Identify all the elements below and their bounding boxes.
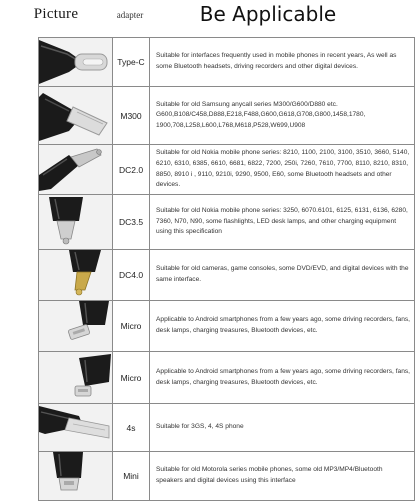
table-row	[39, 145, 415, 195]
applicable-description: Applicable to Android smartphones from a few years ago, some driving recorders, fans, desk lamps, charging treasures, Bluetooth devices, etc.	[150, 352, 415, 404]
table-row	[39, 38, 415, 87]
adapter-name: Micro	[113, 352, 150, 404]
applicable-description: Suitable for 3GS, 4, 4S phone	[150, 404, 415, 452]
dc-2-0-pin-connector-icon	[39, 145, 112, 194]
samsung-30pin-connector-icon	[39, 87, 112, 144]
micro-usb-connector-icon	[39, 301, 112, 351]
applicable-description: Applicable to Android smartphones from a few years ago, some driving recorders, fans, desk lamps, charging treasures, Bluetooth devices, etc.	[150, 301, 415, 352]
connector-picture-cell	[39, 352, 113, 404]
adapter-name: DC3.5	[113, 195, 150, 250]
applicable-description: Suitable for old Nokia mobile phone series: 3250, 6070.6101, 6125, 6131, 6136, 6280, 7360, N70, N90, some flashlights, LED desk lamps, and other charging equipment using this specification	[150, 195, 415, 250]
connector-picture-cell	[39, 452, 113, 501]
table-row	[39, 352, 415, 404]
connector-picture-cell	[39, 145, 113, 195]
adapter-name: DC2.0	[113, 145, 150, 195]
table-row	[39, 452, 415, 501]
apple-30pin-connector-icon	[39, 404, 112, 451]
applicable-description: Suitable for old Nokia mobile phone series: 8210, 1100, 2100, 3100, 3510, 3660, 5140, 6210, 6310, 6385, 6610, 6681, 6822, 7200, 250i, 7260, 7610, 7700, 8110, 8210, 8310, 8850, 8910 i , 9110, 9210i, 9290, 9500, E60, some Bluetooth headsets and other devices.	[150, 145, 415, 195]
table-row	[39, 87, 415, 145]
table-row	[39, 404, 415, 452]
table-header	[0, 0, 417, 36]
adapter-name: M300	[113, 87, 150, 145]
table-row	[39, 250, 415, 301]
dc-4-0-pin-connector-icon	[39, 250, 112, 300]
adapter-table	[38, 37, 415, 501]
adapter-name: Type-C	[113, 38, 150, 87]
table-row	[39, 301, 415, 352]
adapter-name: Micro	[113, 301, 150, 352]
applicable-description: Suitable for old Motorola series mobile phones, some old MP3/MP4/Bluetooth speakers and digital devices using this interface	[150, 452, 415, 501]
connector-picture-cell	[39, 404, 113, 452]
table-row	[39, 195, 415, 250]
adapter-name: DC4.0	[113, 250, 150, 301]
applicable-description: Suitable for old Samsung anycall series M300/G600/D880 etc. G600,B108/C458,D888,E218,F488,G600,G618,G708,G800,1458,1780, 1900,708,L258,L600,L768,M618,P528,W699,U908	[150, 87, 415, 145]
mini-usb-connector-icon	[39, 452, 112, 500]
connector-picture-cell	[39, 38, 113, 87]
applicable-description: Suitable for old cameras, game consoles, some DVD/EVD, and digital devices with the same interface.	[150, 250, 415, 301]
connector-picture-cell	[39, 195, 113, 250]
adapter-column-header: adapter	[116, 10, 144, 20]
adapter-name: 4s	[113, 404, 150, 452]
connector-picture-cell	[39, 301, 113, 352]
micro-usb-connector-icon	[39, 352, 112, 403]
dc-3-5-pin-connector-icon	[39, 195, 112, 249]
picture-column-header: Picture	[33, 6, 79, 22]
adapter-name: Mini	[113, 452, 150, 501]
type-c-connector-icon	[39, 38, 112, 86]
applicable-column-header: Be Applicable	[199, 2, 337, 26]
connector-picture-cell	[39, 87, 113, 145]
connector-picture-cell	[39, 250, 113, 301]
applicable-description: Suitable for interfaces frequently used in mobile phones in recent years, As well as some Bluetooth headsets, driving recorders and other digital devices.	[150, 38, 415, 87]
